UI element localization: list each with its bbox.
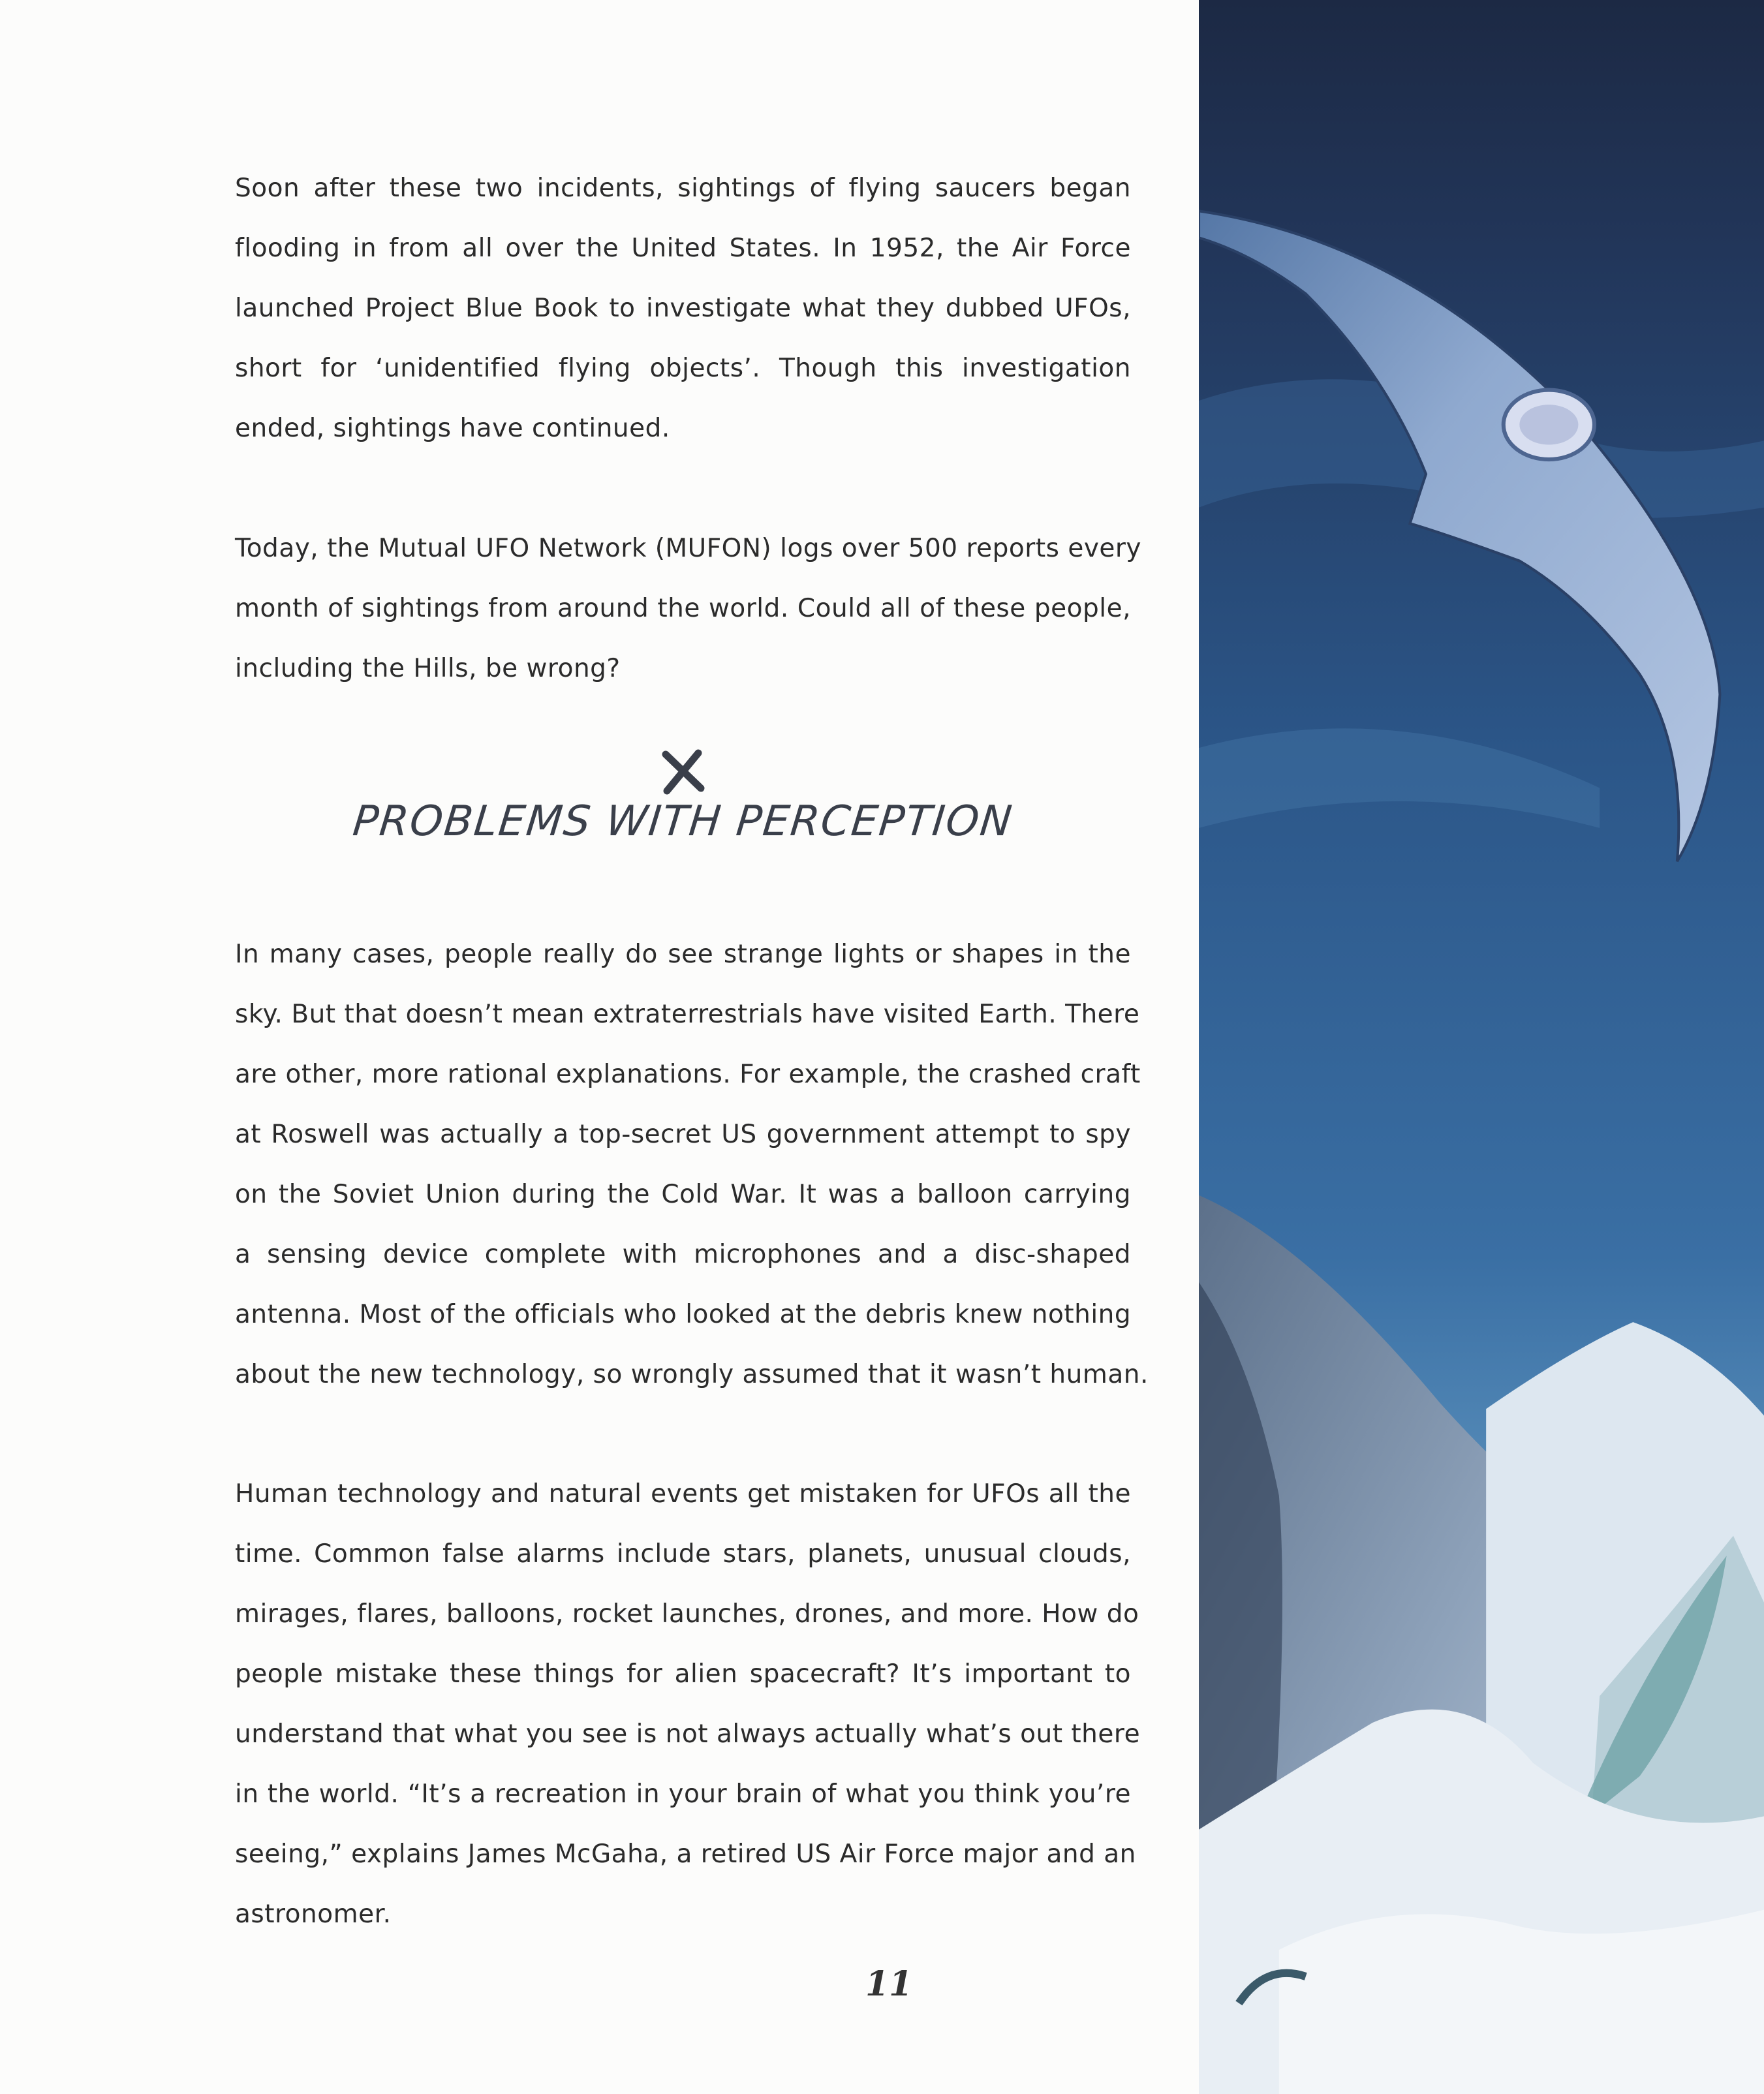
text-line: in the world. “It’s a recreation in your brain of what you think you’re (235, 1779, 1131, 1809)
x-mark-icon (660, 749, 706, 795)
text-line: at Roswell was actually a top-secret US government attempt to spy (235, 1120, 1131, 1149)
text-line: mirages, flares, balloons, rocket launches, drones, and more. How do (235, 1599, 1139, 1629)
text-line: understand that what you see is not always actually what’s out there (235, 1719, 1141, 1749)
text-line: astronomer. (235, 1900, 392, 1929)
paragraph-1 (235, 159, 1131, 459)
text-line: ended, sightings have continued. (235, 414, 670, 443)
text-line: launched Project Blue Book to investigate what they dubbed UFOs, (235, 294, 1131, 323)
text-line: Soon after these two incidents, sightings of flying saucers began (235, 174, 1131, 203)
text-line: Human technology and natural events get mistaken for UFOs all the (235, 1479, 1131, 1509)
text-line: short for ‘unidentified flying objects’. Though this investigation (235, 354, 1131, 383)
text-line: including the Hills, be wrong? (235, 654, 621, 683)
section-heading: PROBLEMS WITH PERCEPTION (350, 797, 1015, 846)
text-line: antenna. Most of the officials who looked at the debris knew nothing (235, 1300, 1132, 1329)
illustration-ufo-mountains (1199, 0, 1764, 2094)
text-line: sky. But that doesn’t mean extraterrestrials have visited Earth. There (235, 1000, 1140, 1029)
text-line: about the new technology, so wrongly assumed that it wasn’t human. (235, 1360, 1149, 1389)
text-line: seeing,” explains James McGaha, a retired US Air Force major and an (235, 1840, 1136, 1869)
text-line: a sensing device complete with microphones and a disc-shaped (235, 1240, 1131, 1269)
text-line: people mistake these things for alien spacecraft? It’s important to (235, 1659, 1131, 1689)
text-line: In many cases, people really do see strange lights or shapes in the (235, 940, 1131, 969)
body-text (235, 0, 1149, 2094)
text-line: month of sightings from around the world. Could all of these people, (235, 594, 1131, 623)
paragraph-4 (235, 1464, 1141, 1945)
text-line: time. Common false alarms include stars, planets, unusual clouds, (235, 1539, 1131, 1569)
text-line: Today, the Mutual UFO Network (MUFON) logs over 500 reports every (235, 534, 1142, 563)
page-number: 11 (865, 1964, 913, 2004)
text-line: are other, more rational explanations. For example, the crashed craft (235, 1060, 1141, 1089)
text-line: on the Soviet Union during the Cold War. It was a balloon carrying (235, 1180, 1131, 1209)
paragraph-3 (235, 925, 1149, 1405)
text-line: flooding in from all over the United States. In 1952, the Air Force (235, 234, 1131, 263)
paragraph-2 (235, 519, 1142, 699)
